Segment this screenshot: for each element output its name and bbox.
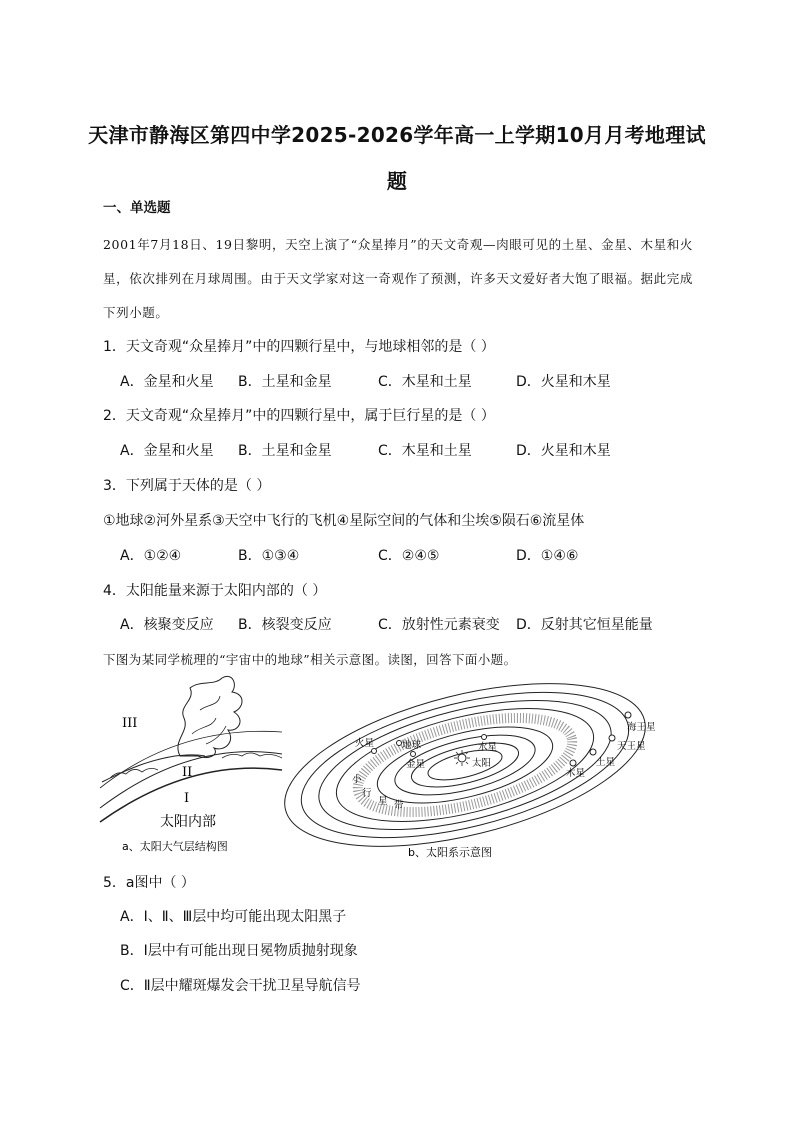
q4-option-d[interactable]: D．反射其它恒星能量 xyxy=(516,617,653,633)
label-saturn: 土星 xyxy=(596,757,616,768)
question-1-stem: 1．天文奇观“众星捧月”中的四颗行星中，与地球相邻的是（ ） xyxy=(103,339,495,355)
orbit-saturn xyxy=(306,675,624,854)
figure-area xyxy=(0,670,794,870)
label-belt-4: 带 xyxy=(394,800,404,811)
title-line-2: 题 xyxy=(386,169,408,193)
asteroid-belt xyxy=(349,700,582,831)
question-3-stem: 3．下列属于天体的是（ ） xyxy=(103,478,271,494)
q1-option-b[interactable]: B．土星和金星 xyxy=(238,374,332,390)
layer-label-iii: III xyxy=(122,716,138,731)
saturn-marker xyxy=(590,749,596,755)
sun-interior-label: 太阳内部 xyxy=(160,814,216,830)
figure-b-caption: b、太阳系示意图 xyxy=(408,846,492,859)
label-jupiter: 木星 xyxy=(566,768,586,779)
mars-marker xyxy=(372,749,377,754)
q2-option-a[interactable]: A．金星和火星 xyxy=(120,443,214,459)
jupiter-marker xyxy=(570,760,576,766)
label-uranus: 天王星 xyxy=(617,741,646,752)
label-venus: 金星 xyxy=(406,759,426,770)
q1-option-a[interactable]: A．金星和火星 xyxy=(120,374,214,390)
label-mars: 火星 xyxy=(355,738,375,749)
label-belt-2: 行 xyxy=(362,788,372,799)
q3-option-c[interactable]: C．②④⑤ xyxy=(378,548,440,564)
sun-icon xyxy=(458,754,466,762)
label-belt-1: 小 xyxy=(352,774,362,785)
section-heading: 一、单选题 xyxy=(103,200,171,216)
layer-label-i: I xyxy=(184,791,190,806)
mercury-marker xyxy=(482,735,487,740)
question-4-stem: 4．太阳能量来源于太阳内部的（ ） xyxy=(103,583,327,599)
question-3-items: ①地球②河外星系③天空中飞行的飞机④星际空间的气体和尘埃⑤陨石⑥流星体 xyxy=(103,513,585,529)
q4-option-c[interactable]: C．放射性元素衰变 xyxy=(378,617,500,633)
q5-option-c[interactable]: C．Ⅱ层中耀斑爆发会干扰卫星导航信号 xyxy=(120,978,361,994)
label-neptune: 海王星 xyxy=(627,722,656,733)
title-line-1: 天津市静海区第四中学2025-2026学年高一上学期10月月考地理试 xyxy=(88,123,706,147)
q2-option-b[interactable]: B．土星和金星 xyxy=(238,443,332,459)
q5-option-a[interactable]: A．Ⅰ、Ⅱ、Ⅲ层中均可能出现太阳黑子 xyxy=(120,909,347,925)
earth-marker xyxy=(397,741,402,746)
neptune-marker xyxy=(625,712,631,718)
question-2-stem: 2．天文奇观“众星捧月”中的四颗行星中，属于巨行星的是（ ） xyxy=(103,408,495,424)
q3-option-b[interactable]: B．①③④ xyxy=(238,548,300,564)
q2-option-d[interactable]: D．火星和木星 xyxy=(516,443,611,459)
layer-label-ii: II xyxy=(182,765,193,780)
q2-option-c[interactable]: C．木星和土星 xyxy=(378,443,472,459)
solar-prominence xyxy=(178,676,242,757)
q4-option-b[interactable]: B．核裂变反应 xyxy=(238,617,332,633)
label-mercury: 水星 xyxy=(478,742,498,753)
label-sun: 太阳 xyxy=(472,758,492,769)
label-earth: 地球 xyxy=(402,740,422,751)
venus-marker xyxy=(411,752,416,757)
question-5-stem: 5．a图中（ ） xyxy=(103,875,195,891)
q4-option-a[interactable]: A．核聚变反应 xyxy=(120,617,214,633)
uranus-marker xyxy=(609,735,615,741)
label-belt-3: 星 xyxy=(378,796,388,807)
figure-a-sun-atmosphere xyxy=(100,676,282,830)
q1-option-d[interactable]: D．火星和木星 xyxy=(516,374,611,390)
q1-option-c[interactable]: C．木星和土星 xyxy=(378,374,472,390)
figure-intro: 下图为某同学梳理的“宇宙中的地球”相关示意图。读图，回答下面小题。 xyxy=(103,652,517,667)
figure-b-solar-system xyxy=(269,670,662,870)
figure-a-caption: a、太阳大气层结构图 xyxy=(122,840,228,853)
q3-option-a[interactable]: A．①②④ xyxy=(120,548,182,564)
sun-rays-icon xyxy=(454,750,470,766)
reading-passage: 2001年7月18日、19日黎明，天空上演了“众星捧月”的天文奇观—肉眼可见的土星、金星、木星和火星，依次排列在月球周围。由于天文学家对这一奇观作了预测，许多天文爱好者大饱了眼福。据此完成下列小题。 xyxy=(103,237,693,320)
q3-option-d[interactable]: D．①④⑥ xyxy=(516,548,579,564)
q5-option-b[interactable]: B．Ⅰ层中有可能出现日冕物质抛射现象 xyxy=(120,943,358,959)
page-title xyxy=(60,112,734,204)
